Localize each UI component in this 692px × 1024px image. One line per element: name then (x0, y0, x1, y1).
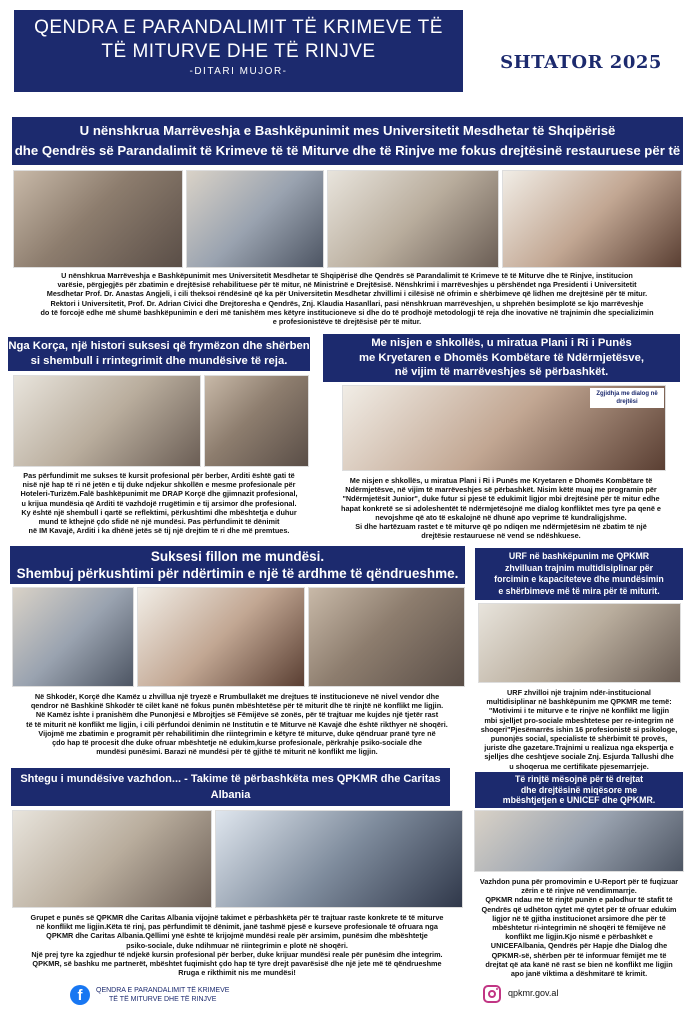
s4-title-line-1: Suksesi fillon me mundësi. (150, 549, 325, 564)
s5-text (472, 688, 686, 771)
s5-text-line: shoqeri"Pjesëmarrës ishin 16 profesionistë si psikologe, (480, 724, 678, 734)
s3-title (323, 334, 680, 382)
s7-text-line: mbështetur ri-integrimin në shoqëri të fëmijëve në (492, 923, 666, 933)
s3-title-line-2: me Kryetaren e Dhomës Kombëtare të Ndërmjetësve, (358, 351, 645, 364)
footer-org-line-1: QENDRA E PARANDALIMIT TË KRIMEVE (96, 987, 230, 994)
s7-text-line: drejtat që ata kanë në rast se bien në konflikt me ligjin (485, 959, 673, 969)
s5-text-line: sjelljes dhe ceshtjeve sociale Znj. Esjurda Tallushi dhe (484, 752, 674, 762)
s2-text (6, 471, 312, 535)
s2-title-line-2: si shembull i rrintegrimit dhe mundësive të reja. (30, 355, 288, 367)
s1-text-line: Mesdhetar Prof. Dr. Anastas Angjeli, i cili theksoi rëndësinë që ka për Universitetin Mesdhetar zhvillimi i cilësisë në ofrimin e shërbimeve që lidhen me drejtësinë për të mitur. (46, 289, 648, 299)
masthead-line-1: QENDRA E PARANDALIMIT TË KRIMEVE TË (34, 17, 443, 38)
s4-title-line-2: Shembuj përkushtimi për ndërtimin e një të ardhme të qëndrueshme. (16, 566, 459, 581)
s4-text (6, 692, 468, 756)
s4-title (10, 546, 465, 584)
s3-text-line: Ndërmjetësve, në vijim të marrëveshjes së përbashkët. Nisim këtë muaj me programin për (345, 485, 657, 495)
s2-text-line: Ky është një shembull i qartë se reflektimi, përkushtimi dhe mbështetja e duhur (21, 507, 297, 517)
s2-text-line: nisë një hap të ri në jetën e tij duke ndjekur shkollën e mesme profesionale për (22, 480, 296, 490)
footer-org-line-2: TË TË MITURVE DHE TË RINJVE (109, 996, 217, 1003)
s1-photo-4 (502, 170, 682, 268)
s3-text-line: "Ndërmjetësit Junior", duke futur si pjesë të edukimit ligjor mbi drejtësinë për të mitur edhe (342, 494, 660, 504)
s3-text-line: Me nisjen e shkollës, u miratua Plani i Ri i Punës me Kryetaren e Dhomës Kombëtare të (349, 476, 653, 485)
s3-text-line: hapat konkretë se si adoleshentët të ndërmjetësojnë me dialog konfliktet mes tyre pa qenë e (341, 503, 661, 513)
s7-title-line-3: mbështjetjen e UNICEF dhe QPKMR. (502, 795, 656, 805)
s5-text-line: punonjës social, specialiste të shërbimit të provës, (490, 734, 668, 744)
s2-text-line: mund të kthejnë çdo sfidë në një mundësi. Pas përfundimit të dënimit (38, 517, 280, 527)
footer-website[interactable]: qpkmr.gov.al (508, 988, 559, 998)
s3-text-line: drejtësie restauruese në vend se ndëshkuese. (421, 531, 581, 541)
s5-text-line: mbi sjelljet pro-sociale mbeshtetese per re-integrim në (484, 715, 674, 725)
s4-text-line: çdo hap të procesit dhe duke ofruar mbështetje në edukim,kurse profesionale, përkrahje psiko-sociale dhe (52, 738, 422, 748)
s1-text-line: varësie, përgjegjës për zbatimin e drejtësisë rehabilituese për të mitur, në Ministrinë e Drejtësisë. Nënshkrimi i marrëveshjes u përshëndet nga Presidenti i Universitetit (57, 280, 637, 290)
s7-text-line: ligjor në të gjitha institucionet arsimore dhe për të (492, 913, 666, 923)
s4-photo-3 (308, 587, 465, 687)
s1-title (12, 117, 683, 165)
s5-title-line-1: URF në bashkëpunim me QPKMR (508, 551, 650, 561)
s2-text-line: u krijua mundësia që Arditi të vazhdojë rrugëtimin e tij arsimor dhe profesional. (21, 498, 297, 508)
s5-text-line: "Motivimi i te miturve e te rinjve në konflikt me ligjin (488, 706, 670, 716)
s1-photo-2 (186, 170, 324, 268)
masthead (14, 10, 463, 92)
s6-text-line: Një prej tyre ka zgjedhur të ndjekë kursin profesional për berber, duke krijuar mundësi reale për punësim dhe integrim. (31, 949, 443, 959)
s6-photo-2 (215, 810, 463, 908)
s7-text-line: UNICEFAlbania, Qendrës për Hapje dhe Dialog dhe (490, 941, 668, 951)
s7-text-line: konflikt me ligjin.Kjo nismë e përbashkët e (505, 932, 653, 942)
s3-text-line: Si dhe hartëzuam rastet e të miturve që po ndiqen me ndërmjetësim në zbatim të një (355, 522, 647, 532)
s7-text-line: QPKMR ndau me të rinjtë punën e palodhur të stafit të (485, 895, 673, 905)
s2-title (8, 337, 310, 371)
s3-photo-sign: Zgjidhja me dialog në drejtësi (590, 388, 664, 408)
s2-photo-1 (13, 375, 201, 467)
s6-text-line: në konflikt me ligjin.Këta të rinj, pas përfundimit të dënimit, janë tashmë pjesë e kurseve profesionale të ofruara nga (36, 922, 438, 932)
s2-text-line: në IM Kavajë, Arditi i ka dhënë jetës së tij një drejtim të ri dhe më premtues. (28, 526, 290, 536)
s2-text-line: Hoteleri-Turizëm.Falë bashkëpunimit me DRAP Korçë dhe gjimnazit profesional, (20, 489, 298, 499)
s7-title-line-1: Të rinjtë mësojnë për të drejtat (514, 774, 644, 784)
s1-text-line: do të forcojë edhe më shumë bashkëpunimin e deri më tanishëm mes këtyre institucioneve si dhe do të prodhojë metodologji të reja dhe inovative në trajnimin dhe specializimin (40, 307, 654, 317)
s6-title (11, 768, 450, 806)
s4-text-line: mundësi punësimi. Barazi në mundësi për të gjithë të miturit në konflikt me ligjin. (96, 747, 378, 757)
s2-photo-2 (204, 375, 309, 467)
s4-text-line: të të miturit në konflikt me ligjin, i cili përfundoi dënimin në Institutin e të Miturve në Kavajë dhe është rikthyer në shoqëri. (26, 719, 448, 729)
s7-text (470, 877, 688, 978)
s7-text-line: Vazhdon puna për promovimin e U-Report për të fuqizuar (479, 877, 679, 886)
s2-title-line-1: Nga Korça, një histori suksesi që frymëzon dhe shërben (8, 340, 310, 352)
footer-org (96, 986, 229, 1004)
s5-text-line: multidisiplinar në bashkëpunim me QPKMR me temë: (486, 697, 672, 707)
s1-text-line: U nënshkrua Marrëveshja e Bashkëpunimit mes Universitetit Mesdhetar të Shqipërisë dhe Qendrës së Parandalimit të Krimeve të të Miturve dhe të Rinjve, institucion (61, 271, 633, 280)
s4-photo-1 (12, 587, 134, 687)
s3-title-line-1: Me nisjen e shkollës, u miratua Plani i Ri i Punës (371, 337, 632, 349)
s6-text-line: QPKMR, së bashku me partnerët, mbështet fuqimisht çdo hap të tyre drejt pavarësisë dhe një jete më të qëndrueshme (32, 959, 442, 969)
s6-title-line-1: Shtegu i mundësive vazhdon... - Takime të përbashkëta mes QPKMR dhe Caritas Albania (20, 773, 441, 801)
s5-title-line-4: e shërbimeve më të mira për të miturit. (498, 585, 660, 596)
s1-title-line-1: U nënshkrua Marrëveshja e Bashkëpunimit mes Universitetit Mesdhetar të Shqipërisë (79, 123, 616, 138)
s7-text-line: zërin e të rinjve në vendimmarrje. (521, 886, 637, 896)
facebook-icon[interactable]: f (70, 985, 90, 1005)
s4-text-line: Vijojmë me zbatimin e programit për rehabilitimin dhe riintegrimin e këtyre të miturve, duke qëndruar pranë tyre në (38, 728, 436, 738)
s1-text-line: e profesionistëve të drejtësisë për të mitur. (272, 317, 422, 327)
s5-text-line: u shoqerua me certifikate pjesemarrjeje. (509, 761, 649, 771)
s5-text-line: juriste dhe gazetare.Trajnimi u realizua nga ekspertja e (484, 743, 674, 753)
s3-text (318, 476, 684, 540)
s7-title-line-2: dhe drejtësinë miqësore me (520, 784, 638, 795)
s6-photo-1 (12, 810, 212, 908)
s4-photo-2 (137, 587, 305, 687)
s5-title-line-2: zhvilluan trajnim multidisiplinar për (504, 562, 654, 573)
s4-text-line: Në Shkodër, Korçë dhe Kamëz u zhvillua një tryezë e Rrumbullakët me drejtues të institucioneve në nivel vendor dhe (34, 692, 440, 701)
s4-text-line: Në Kamëz ishte i pranishëm dhe Punonjësi e Mbrojtjes së Fëmijëve së zonës, për të trajtuar me kujdes një tjetër rast (35, 710, 439, 720)
issue-month: SHTATOR 2025 (500, 52, 662, 73)
s1-photo-3 (327, 170, 499, 268)
s5-title (475, 548, 683, 600)
s6-text-line: Grupet e punës së QPKMR dhe Caritas Albania vijojnë takimet e përbashkëta për të trajtuar raste konkrete të të miturve (30, 913, 444, 922)
s5-text-line: URF zhvilloi një trajnim ndër-institucional (507, 688, 651, 697)
s3-title-line-3: në vijim të marrëveshjes së përbashkët. (394, 366, 609, 378)
s5-title-line-3: forcimin e kapaciteteve dhe mundësimin (494, 574, 664, 584)
s3-text-line: nevojshme që ato të eskalojnë në dhunë apo veprime të kundraligjshme. (375, 512, 627, 522)
s5-photo (478, 603, 681, 683)
s7-text-line: QPKMR-së, shërben për të informuar fëmijët me të (491, 950, 667, 960)
s1-text (10, 271, 684, 326)
s7-title (475, 772, 683, 808)
s6-text-line: psiko-sociale, duke ndihmuar në riintegrimin e plotë në shoqëri. (126, 940, 348, 950)
s7-photo (474, 810, 684, 872)
s1-photo-1 (13, 170, 183, 268)
s6-text-line: Rruga e rikthimit nis me mundësi! (178, 968, 296, 978)
s7-text-line: apo janë viktima a dëshmitarë të krimit. (510, 969, 648, 979)
s6-text-line: QPKMR dhe Caritas Albania.Qëllimi ynë është të krijojmë mundësi reale për arsimim, punësim dhe mbështetje (46, 931, 428, 941)
s6-text (6, 913, 468, 977)
s1-title-line-2: dhe Qendrës së Parandalimit të Krimeve të të Miturve dhe të Rinjve me fokus drejtësinë restauruese për të (14, 143, 681, 158)
s4-text-line: qendror në Bashkinë Shkodër të cilët kanë në fokus punën mbështetëse për të miturit dhe të rinjtë në konflikt me ligjin. (30, 701, 444, 711)
masthead-line-2: TË MITURVE DHE TË RINJVE (101, 41, 376, 62)
masthead-subtitle: -DITARI MUJOR- (189, 66, 288, 77)
s2-text-line: Pas përfundimit me sukses të kursit profesional për berber, Arditi është gati të (23, 471, 295, 480)
instagram-icon[interactable] (483, 985, 501, 1003)
s1-text-line: Rektori i Universitetit, Prof. Dr. Adrian Civici dhe Drejtoresha e Qendrës, Znj. Klaudia Hasanllari, pasi nënshkruan marrëveshjen, u shprehën besimplotë se kjo marrëveshje (50, 298, 644, 308)
s7-text-line: Qendrës që udhëton qytet më qytet për të ofruar edukim (481, 904, 677, 914)
